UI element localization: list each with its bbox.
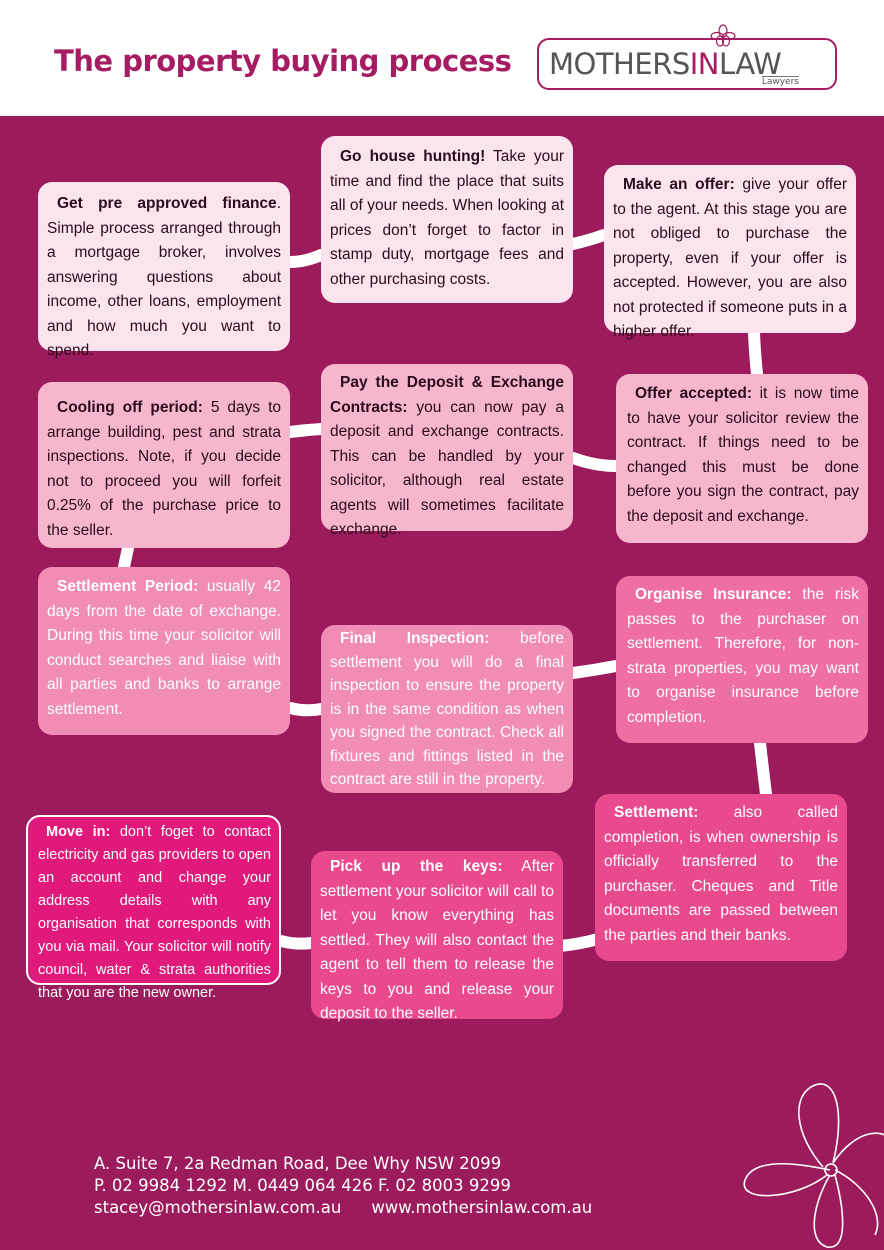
footer-address: A. Suite 7, 2a Redman Road, Dee Why NSW 2099 xyxy=(94,1154,502,1173)
step-organise-insurance: Organise Insurance: the risk passes to the purchaser on settlement. Therefore, for non-strata properties, you may want to organise insurance before completion. xyxy=(616,576,868,743)
step-go-house-hunting: Go house hunting! Take your time and find the place that suits all of your needs. When looking at prices don’t forget to factor in stamp duty, mortgage fees and other purchasing costs. xyxy=(321,136,573,303)
step-settlement-period: Settlement Period: usually 42 days from the date of exchange. During this time your solicitor will conduct searches and liaise with all parties and banks to arrange settlement. xyxy=(38,567,290,735)
footer-email-link[interactable]: stacey@mothersinlaw.com.au xyxy=(94,1198,342,1217)
step-final-inspection: Final Inspection: before settlement you will do a final inspection to ensure the property is in the same condition as when you signed the contract. Check all fixtures and fittings listed in the contract are still in the property. xyxy=(321,625,573,793)
contact-footer xyxy=(94,1153,592,1219)
step-settlement: Settlement: also called completion, is when ownership is officially transferred to the purchaser. Cheques and Title documents are passed between the parties and their banks. xyxy=(595,794,847,961)
logo-subtitle: Lawyers xyxy=(761,77,799,87)
logo-wordmark: MOTHERSINLAW xyxy=(549,47,782,81)
footer-phone: P. 02 9984 1292 M. 0449 064 426 F. 02 8003 9299 xyxy=(94,1176,511,1195)
footer-website-link[interactable]: www.mothersinlaw.com.au xyxy=(371,1198,593,1217)
step-get-pre-approved-finance: Get pre approved finance. Simple process arranged through a mortgage broker, involves answering questions about income, other loans, employment and how much you want to spend. xyxy=(38,182,290,351)
step-pay-deposit-exchange-contracts: Pay the Deposit & Exchange Contracts: you can now pay a deposit and exchange contracts. This can be handled by your solicitor, although real estate agents will sometimes facilitate exchange. xyxy=(321,364,573,531)
flower-decoration-icon xyxy=(735,1075,884,1250)
footer-web-line xyxy=(94,1197,592,1219)
step-cooling-off-period: Cooling off period: 5 days to arrange building, pest and strata inspections. Note, if you decide not to proceed you will forfeit 0.25% of the purchase price to the seller. xyxy=(38,382,290,548)
step-pick-up-the-keys: Pick up the keys: After settlement your solicitor will call to let you know everything has settled. They will also contact the agent to tell them to release the keys to you and release your deposit to the seller. xyxy=(311,851,563,1019)
step-make-an-offer: Make an offer: give your offer to the agent. At this stage you are not obliged to purchase the property, even if your offer is accepted. However, you are also not protected if someone puts in a higher offer. xyxy=(604,165,856,333)
page-title: The property buying process xyxy=(54,44,512,78)
step-offer-accepted: Offer accepted: it is now time to have your solicitor review the contract. If things need to be changed this must be done before you sign the contract, pay the deposit and exchange. xyxy=(616,374,868,543)
step-move-in: Move in: don’t foget to contact electricity and gas providers to open an account and change your address details with any organisation that corresponds with you via mail. Your solicitor will notify council, water & strata authorities that you are the new owner. xyxy=(26,815,281,985)
